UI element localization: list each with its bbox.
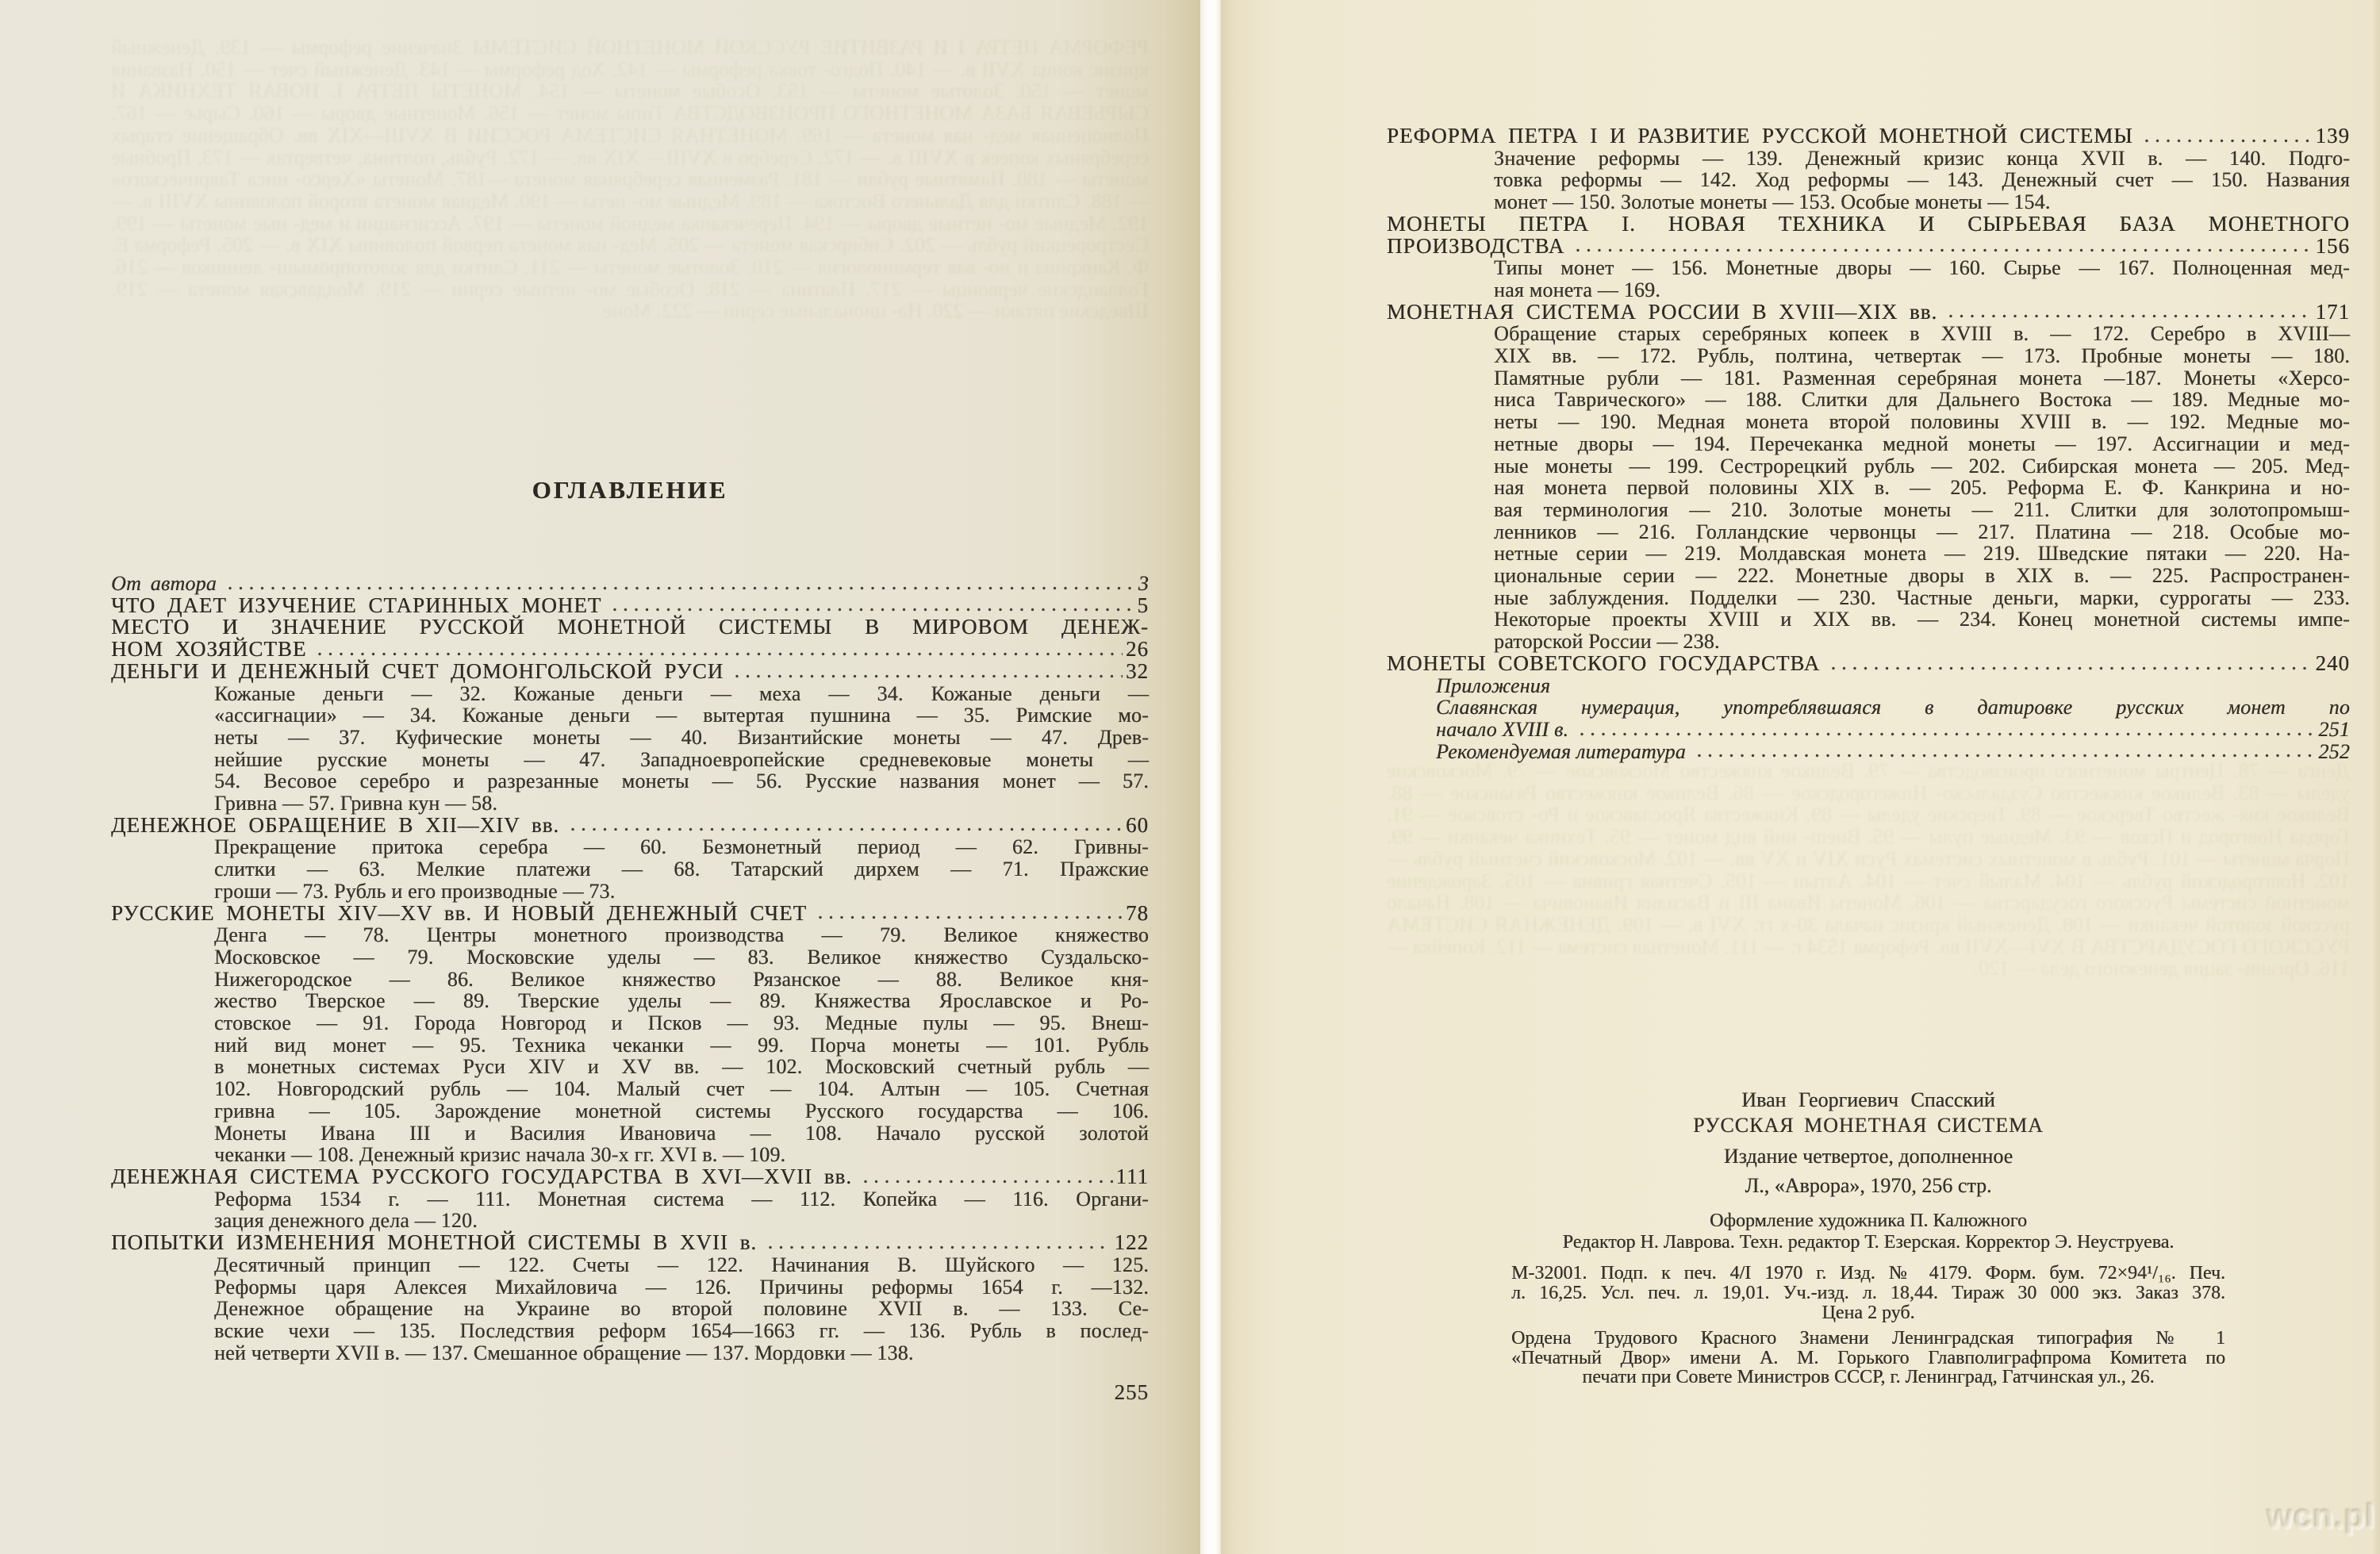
toc-line: Кожаные деньги — 32. Кожаные деньги — меха — 34. Кожаные деньги — [214,681,1149,705]
colophon-line: Иван Георгиевич Спасский [1741,1088,1995,1111]
page-ref: 171 [2315,299,2350,324]
toc-line [1387,301,2350,324]
toc-line: вая терминология — 210. Золотые монеты — 211. Слитки для золотопромыш- [1494,497,2350,521]
toc-line: ний вид монет — 95. Техника чеканки — 99. Порча монеты — 101. Рубль [214,1033,1149,1057]
colophon-credits-block [1511,1211,2225,1253]
toc-line: ленников — 216. Голландские червонцы — 217. Платина — 218. Особые мо- [1494,520,2350,543]
colophon-line: «Печатный Двор» имени А. М. Горького Главполиграфпрома Комитета по [1511,1347,2225,1368]
toc-line: Некоторые проекты XVIII и XIX вв. — 234. Конец монетной системы импе- [1494,608,2350,631]
toc-line [111,573,1149,595]
toc-line: слитки — 63. Мелкие платежи — 68. Татарский дирхем — 71. Пражские [214,858,1149,881]
toc-line: Приложения [1436,673,1551,697]
toc-line: вские чехи — 135. Последствия реформ 1654—1663 гг. — 136. Рубль в послед- [214,1318,1149,1342]
toc-line: 102. Новгородский рубль — 104. Малый счет — 104. Алтын — 105. Счетная [214,1077,1149,1101]
colophon-line: л. 16,25. Усл. печ. л. 19,01. Уч.-изд. л. 18,44. Тираж 30 000 экз. Заказ 378. [1511,1283,2225,1303]
toc-entry-text: ДЕНЕЖНАЯ СИСТЕМА РУССКОГО ГОСУДАРСТВА В XVI—XVII вв. [111,1164,852,1188]
page-ref: 3 [1138,572,1149,595]
toc-line: ные заблуждения. Подделки — 230. Частные деньги, марки, суррогаты — 233. [1494,585,2350,609]
toc-line: раторской России — 238. [1494,630,1720,654]
toc-line: Реформа 1534 г. — 111. Монетная система — 112. Копейка — 116. Органи- [214,1187,1149,1211]
toc-line: Типы монет — 156. Монетные дворы — 160. Сырье — 167. Полноценная мед- [1494,256,2350,280]
toc-line: неты — 37. Куфические монеты — 40. Византийские монеты — 47. Древ- [214,725,1149,749]
toc-line: ные монеты — 199. Сестрорецкий рубль — 202. Сибирская монета — 205. Мед- [1494,454,2350,478]
toc-line: циональные серии — 222. Монетные дворы в XIX в. — 225. Распространен- [1494,564,2350,588]
toc-line: ная монета первой половины XIX в. — 205. Реформа Е. Ф. Канкрина и но- [1494,476,2350,500]
toc-line: Реформы царя Алексея Михайловича — 126. Причины реформы 1654 г. —132. [214,1275,1149,1299]
toc-line: Денга — 78. Центры монетного производства — 79. Великое княжество [214,923,1149,947]
toc-right-column [1387,125,2350,762]
page-ref: 26 [1126,637,1149,662]
dot-leader [863,1179,1113,1184]
page-ref: 139 [2315,124,2350,148]
colophon-line: Редактор Н. Лаврова. Техн. редактор Т. Езерская. Корректор Э. Неуструева. [1562,1232,2175,1253]
toc-line: «ассигнации» — 34. Кожаные деньги — вытертая пушнина — 35. Римские мо- [214,704,1149,727]
dot-leader [317,651,1123,657]
toc-line: нетные серии — 219. Молдавская монета — 219. Шведские пятаки — 220. На- [1494,542,2350,566]
toc-title: ОГЛАВЛЕНИЕ [532,476,728,504]
dot-leader [818,915,1123,920]
page-ref: 251 [2318,717,2350,741]
page-ref: 240 [2315,650,2350,675]
toc-line: ниса Таврического» — 188. Слитки для Дальнего Востока — 189. Медные мо- [1494,388,2350,412]
page-ref: 111 [1115,1164,1149,1188]
dot-leader [612,607,1134,612]
toc-entry-text: ДЕНЕЖНОЕ ОБРАЩЕНИЕ В XII—XIV вв. [111,812,560,837]
toc-line: XIX вв. — 172. Рубль, полтина, четвертак — 173. Пробные монеты — 180. [1494,344,2350,368]
toc-line [1387,233,2350,258]
toc-line: нетные дворы — 194. Перечеканка медной монеты — 197. Ассигнации и мед- [1494,432,2350,455]
toc-line [111,639,1149,661]
dot-leader [1576,247,2312,253]
page-ref: 252 [2318,739,2350,763]
toc-line [1436,741,2350,763]
toc-entry-text: ПОПЫТКИ ИЗМЕНЕНИЯ МОНЕТНОЙ СИСТЕМЫ В XVII в. [111,1230,758,1255]
colophon-line: печати при Совете Министров СССР, г. Ленинград, Гатчинская ул., 26. [1582,1367,2155,1387]
dot-leader [2144,138,2313,144]
colophon-line: Цена 2 руб. [1821,1303,1915,1323]
toc-line: Московское — 79. Московские уделы — 83. Великое княжество Суздальско- [214,945,1149,969]
toc-line: Памятные рубли — 181. Разменная серебряная монета —187. Монеты «Херсо- [1494,366,2350,389]
toc-line [111,658,1149,683]
toc-line: товка реформы — 142. Ход реформы — 143. Денежный счет — 150. Названия [1494,168,2350,192]
toc-line: монет — 150. Золотые монеты — 153. Особые монеты — 154. [1494,190,2051,214]
toc-entry-text: НОМ ХОЗЯЙСТВЕ [111,637,307,662]
colophon-imprint-block [1511,1264,2225,1323]
colophon-line: Ордена Трудового Красного Знамени Ленинградская типография № 1 [1511,1328,2225,1349]
toc-line: стовское — 91. Города Новгород и Псков — 93. Медные пулы — 95. Внеш- [214,1011,1149,1035]
colophon-line: Оформление художника П. Калюжного [1710,1211,2027,1231]
toc-line: чеканки — 108. Денежный кризис начала 30-х гг. XVI в. — 109. [214,1143,786,1167]
toc-line: Прекращение притока серебра — 60. Безмонетный период — 62. Гривны- [214,835,1149,859]
page-ref: 156 [2315,233,2350,258]
dot-leader [228,585,1135,591]
toc-entry-text: РЕФОРМА ПЕТРА I И РАЗВИТИЕ РУССКОЙ МОНЕТНОЙ СИСТЕМЫ [1387,124,2133,148]
toc-line [111,1232,1149,1254]
page-number: 255 [1114,1380,1149,1404]
toc-entry-text: ДЕНЬГИ И ДЕНЕЖНЫЙ СЧЕТ ДОМОНГОЛЬСКОЙ РУСИ [111,658,724,683]
toc-line: в монетных системах Руси XIV и XV вв. — 102. Московский счетный рубль — [214,1055,1149,1079]
colophon-line: РУССКАЯ МОНЕТНАЯ СИСТЕМА [1693,1114,2044,1137]
page-ref: 78 [1126,900,1149,925]
toc-line: ней четверти XVII в. — 137. Смешанное обращение — 137. Мордовки — 138. [214,1341,914,1364]
toc-line: Славянская нумерация, употреблявшаяся в датировке русских монет по [1436,696,2350,719]
toc-line: жество Тверское — 89. Тверские уделы — 89. Княжества Ярославское и Ро- [214,989,1149,1013]
right-page [1221,0,2380,1554]
toc-line [111,595,1149,617]
watermark: wcn.pl [2267,1498,2376,1535]
colophon [1511,1088,2225,1387]
colophon-line: Л., «Аврора», 1970, 256 стр. [1745,1174,1992,1197]
toc-entry-text: ЧТО ДАЕТ ИЗУЧЕНИЕ СТАРИННЫХ МОНЕТ [111,593,602,617]
dot-leader [768,1245,1111,1250]
toc-line [1387,125,2350,148]
toc-line: ная монета — 169. [1494,278,1660,301]
toc-line: МОНЕТЫ ПЕТРА I. НОВАЯ ТЕХНИКА И СЫРЬЕВАЯ БАЗА МОНЕТНОГО [1387,211,2350,236]
bleed-through-text: Денга — 78. Центры монетного производства — 79. Великое княжество Московское — 79. Московские уделы — 83. Великое княжество Суздальско- Нижегородское — 86. Великое княжество Рязанское — 88. Великое кня- жество Тверское — 89. Тверские уделы — 89. Княжества Ярославское и Ро- стовское — 91. Города Новгород и Псков — 93. Медные пулы — 95. Внеш- ний вид монет — 95. Техника чеканки — 99. Порча монеты — 101. Рубль в монетных системах Руси XIV и XV вв. — 102. Московский счетный рубль — 102. Новгородский рубль — 104. Малый счет — 104. Алтын — 105. Счетная гривна — 105. Зарождение монетной системы Русского государства — 106. Монеты Ивана III и Василия Ивановича — 108. Начало русской золотой чеканки — 108. Денежный кризис начала 30-х гг. XVI в. — 109. ДЕНЕЖНАЯ СИСТЕМА РУССКОГО ГОСУДАРСТВА В XVI—XVII вв. Реформа 1534 г. — 111. Монетная система — 112. Копейка — 116. Органи- зация денежного дела — 120. [1387,760,2350,980]
toc-entry-text: МОНЕТНАЯ СИСТЕМА РОССИИ В XVIII—XIX вв. [1387,299,1938,324]
toc-line [111,900,1149,925]
toc-entry-text: От автора [111,572,217,595]
toc-line [1387,650,2350,675]
dot-leader [1697,753,2315,758]
toc-line: нейшие русские монеты — 47. Западноевропейские средневековые монеты — [214,747,1149,771]
toc-line [111,812,1149,837]
dot-leader [735,673,1123,679]
toc-line: Гривна — 57. Гривна кун — 58. [214,792,498,815]
toc-entry-text: ПРОИЗВОДСТВА [1387,233,1565,258]
dot-leader [1831,666,2312,671]
colophon-printer-block [1511,1329,2225,1387]
colophon-line: М-32001. Подп. к печ. 4/I 1970 г. Изд. № 4179. Форм. бум. 72×94¹/₁₆. Печ. [1511,1263,2225,1283]
toc-entry-text: Рекомендуемая литература [1436,739,1686,763]
toc-line: Обращение старых серебряных копеек в XVIII в. — 172. Серебро в XVIII— [1494,322,2350,346]
dot-leader [1948,313,2312,319]
toc-line: МЕСТО И ЗНАЧЕНИЕ РУССКОЙ МОНЕТНОЙ СИСТЕМЫ В МИРОВОМ ДЕНЕЖ- [111,615,1149,639]
toc-line: Значение реформы — 139. Денежный кризис конца XVII в. — 140. Подго- [1494,146,2350,170]
dot-leader [1580,731,2315,737]
toc-left-column [111,573,1149,1364]
toc-line: неты — 190. Медная монета второй половины XVIII в. — 192. Медные мо- [1494,410,2350,434]
page-ref: 60 [1126,812,1149,837]
toc-line: Десятичный принцип — 122. Счеты — 122. Начинания В. Шуйского — 125. [214,1253,1149,1276]
colophon-title-block [1511,1088,2225,1198]
toc-line: гроши — 73. Рубль и его производные — 73. [214,879,616,903]
toc-line: Монеты Ивана III и Василия Ивановича — 108. Начало русской золотой [214,1121,1149,1145]
toc-line [111,1166,1149,1188]
toc-line: Нижегородское — 86. Великое княжество Рязанское — 88. Великое кня- [214,967,1149,991]
toc-line: 54. Весовое серебро и разрезанные монеты — 56. Русские названия монет — 57. [214,769,1149,793]
toc-entry-text: РУССКИЕ МОНЕТЫ XIV—XV вв. И НОВЫЙ ДЕНЕЖНЫЙ СЧЕТ [111,900,808,925]
toc-line: гривна — 105. Зарождение монетной системы Русского государства — 106. [214,1099,1149,1122]
dot-leader [570,827,1123,832]
toc-line [1436,719,2350,741]
page-ref: 122 [1114,1230,1149,1255]
page-gutter [1200,0,1221,1554]
bleed-through-text: РЕФОРМА ПЕТРА I И РАЗВИТИЕ РУССКОЙ МОНЕТНОЙ СИСТЕМЫ Значение реформы — 139. Денежный кризис конца XVII в. — 140. Подго- товка реформы — 142. Ход реформы — 143. Денежный счет — 150. Названия монет — 150. Золотые монеты — 153. Особые монеты — 154. МОНЕТЫ ПЕТРА I. НОВАЯ ТЕХНИКА И СЫРЬЕВАЯ БАЗА МОНЕТНОГО ПРОИЗВОДСТВА Типы монет — 156. Монетные дворы — 160. Сырье — 167. Полноценная мед- ная монета — 169. МОНЕТНАЯ СИСТЕМА РОССИИ В XVIII—XIX вв. Обращение старых серебряных копеек в XVIII в. — 172. Серебро в XVIII— XIX вв. — 172. Рубль, полтина, четвертак — 173. Пробные монеты — 180. Памятные рубли — 181. Разменная серебряная монета —187. Монеты «Херсо- ниса Таврического» — 188. Слитки для Дальнего Востока — 189. Медные мо- неты — 190. Медная монета второй половины XVIII в. — 192. Медные мо- нетные дворы — 194. Перечеканка медной монеты — 197. Ассигнации и мед- ные монеты — 199. Сестрорецкий рубль — 202. Сибирская монета — 205. Мед- ная монета первой половины XIX в. — 205. Реформа Е. Ф. Канкрина и но- вая терминология — 210. Золотые монеты — 211. Слитки для золотопромыш- ленников — 216. Голландские червонцы — 217. Платина — 218. Особые мо- нетные серии — 219. Молдавская монета — 219. Шведские пятаки — 220. На- циональные серии — 222. Моне [111,36,1149,323]
page-ref: 5 [1137,593,1149,617]
colophon-line: Издание четвертое, дополненное [1723,1145,2013,1168]
toc-entry-text: МОНЕТЫ СОВЕТСКОГО ГОСУДАРСТВА [1387,650,1821,675]
toc-line: Денежное обращение на Украине во второй половине XVII в. — 133. Се- [214,1297,1149,1321]
toc-entry-text: начало XVIII в. [1436,717,1569,741]
toc-line: зация денежного дела — 120. [214,1209,478,1233]
page-ref: 32 [1126,658,1149,683]
